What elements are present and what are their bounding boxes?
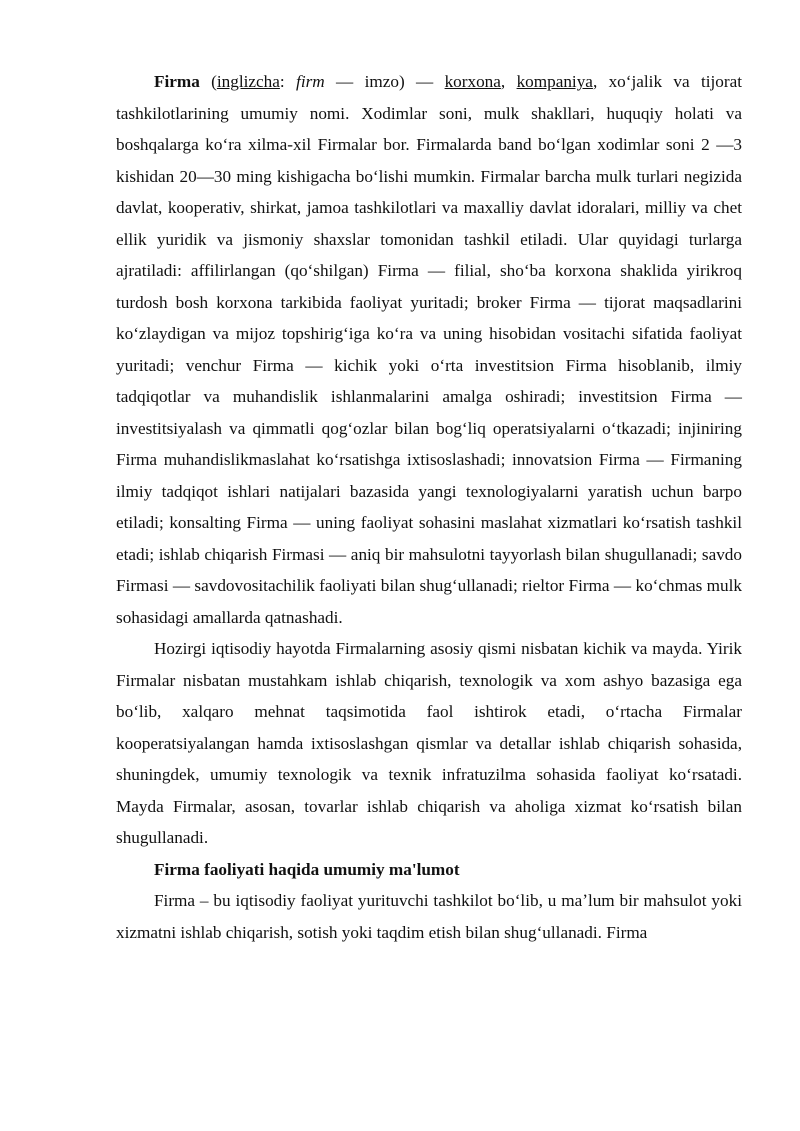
- paragraph-firma-overview: Firma – bu iqtisodiy faoliyat yurituvchi tashkilot boʻlib, u maʼlum bir mahsulot yoki xizmatni ishlab chiqarish, sotish yoki taqdim etish bilan shugʻullanadi. Firma: [116, 891, 742, 942]
- paragraph-firma-definition-body: , xoʻjalik va tijorat tashkilotlarining umumiy nomi. Xodimlar soni, mulk shakllari, huquqiy holati va boshqalarga koʻra xilma-xil Firmalar bor. Firmalarda band boʻlgan xodimlar soni 2 —3 kishidan 20—30 ming kishigacha boʻlishi mumkin. Firmalar barcha mulk turlari negizida davlat, kooperativ, shirkat, jamoa tashkilotlari va maxalliy davlat idoralari, milliy va chet ellik yuridik va jismoniy shaxslar tomonidan tashkil etiladi. Ular quyidagi turlarga ajratiladi: affilirlangan (qoʻshilgan) Firma — filial, shoʻba korxona shaklida yirikroq turdosh bosh korxona tarkibida faoliyat yuritadi; broker Firma — tijorat maqsadlarini koʻzlaydigan va mijoz topshirigʻiga koʻra va uning hisobidan vositachi sifatida faoliyat yuritadi; venchur Firma — kichik yoki oʻrta investitsion Firma hisoblanib, ilmiy tadqiqotlar va muhandislik ishlanmalarini amalga oshiradi; investitsion Firma — investitsiyalash va qimmatli qogʻozlar bilan bogʻliq operatsiyalarni oʻtkazadi; injiniring Firma muhandislikmaslahat koʻrsatishga ixtisoslashadi; innovatsion Firma — Firmaning ilmiy tadqiqot ishlari natijalari bazasida yangi texnologiyalarni yaratish uchun barpo etiladi; konsalting Firma — uning faoliyat sohasini maslahat xizmatlari koʻrsatish tashkil etadi; ishlab chiqarish Firmasi — aniq bir mahsulotni tayyorlash bilan shugullanadi; savdo Firmasi — savdovositachilik faoliyati bilan shugʻullanadi; rieltor Firma — koʻchmas mulk sohasidagi amallarda qatnashadi.: [116, 72, 743, 627]
- term-firma: Firma: [154, 72, 200, 91]
- section-heading: Firma faoliyati haqida umumiy ma'lumot: [154, 859, 460, 879]
- paragraph-firm-sizes: Hozirgi iqtisodiy hayotda Firmalarning asosiy qismi nisbatan kichik va mayda. Yirik Firmalar nisbatan mustahkam ishlab chiqarish, texnologik va xom ashyo bazasiga ega boʻlib, xalqaro mehnat taqsimotida faol ishtirok etadi, oʻrtacha Firmalar kooperatsiyalangan hamda ixtisoslashgan qismlar va detallar ishlab chiqarish sohasida, shuningdek, umumiy texnologik va texnik infratuzilma sohasida faoliyat koʻrsatadi. Mayda Firmalar, asosan, tovarlar ishlab chiqarish va aholiga xizmat koʻrsatish bilan shugullanadi.: [116, 639, 742, 847]
- text-colon: :: [279, 72, 297, 91]
- link-kompaniya[interactable]: kompaniya: [516, 72, 593, 91]
- term-firm-italic: firm: [296, 72, 325, 91]
- text-comma: ,: [500, 72, 517, 91]
- link-korxona[interactable]: korxona: [444, 72, 501, 91]
- link-inglizcha[interactable]: inglizcha: [216, 72, 280, 91]
- text-imzo: — imzo) —: [324, 72, 445, 91]
- paragraph-firma-definition: [116, 66, 742, 633]
- text-open-paren: (: [199, 72, 217, 91]
